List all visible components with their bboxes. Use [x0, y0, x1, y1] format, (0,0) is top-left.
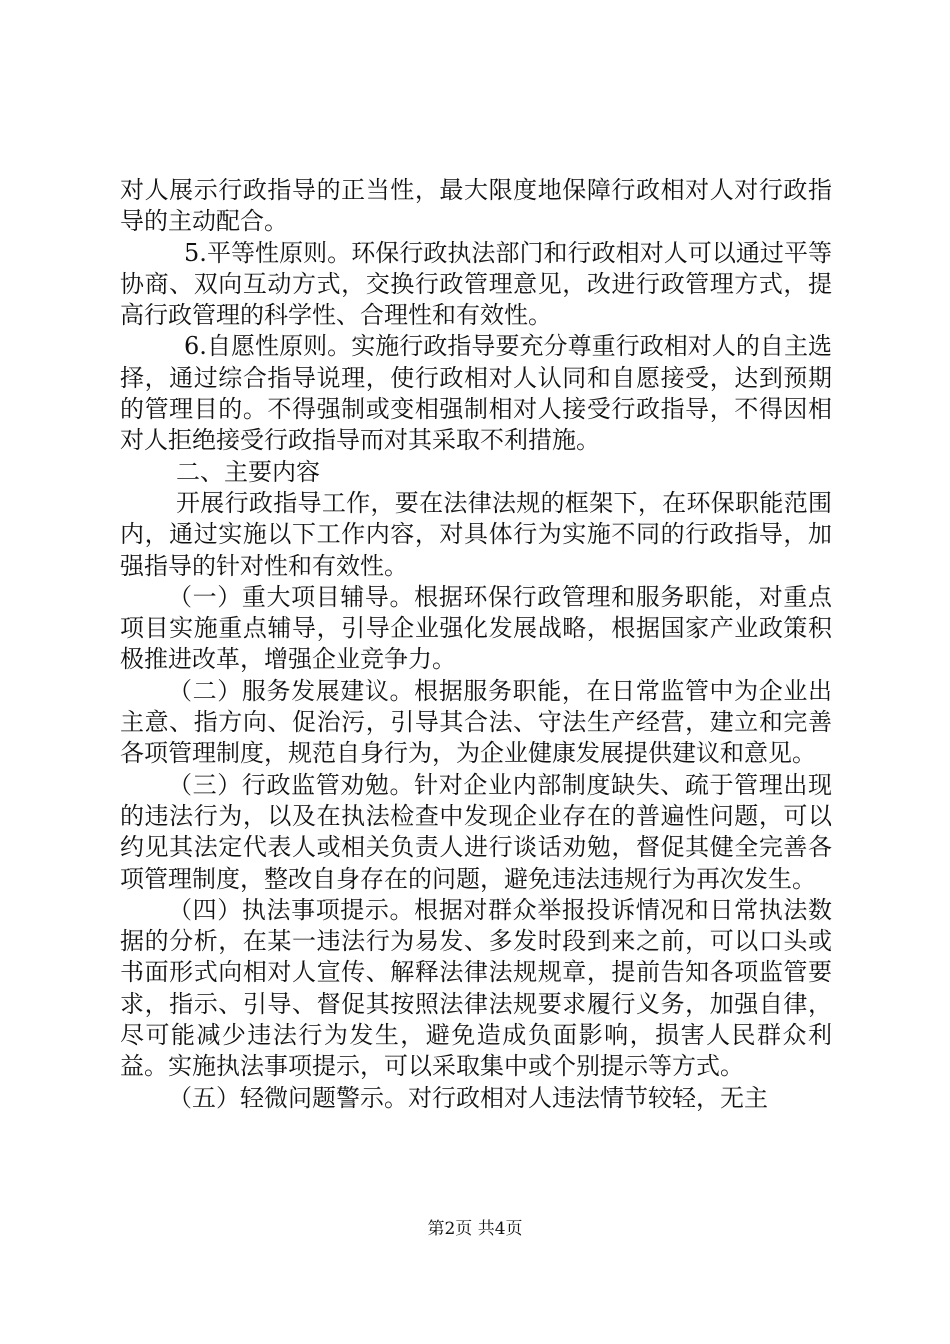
paragraph-main-content-intro: 开展行政指导工作，要在法律法规的框架下，在环保职能范围内，通过实施以下工作内容，对具体行为实施不同的行政指导，加强指导的针对性和有效性。 — [120, 488, 832, 580]
paragraph-equality-principle: 5.平等性原则。环保行政执法部门和行政相对人可以通过平等协商、双向互动方式，交换行政管理意见，改进行政管理方式，提高行政管理的科学性、合理性和有效性。 — [120, 238, 832, 330]
paragraph-item-2: （二）服务发展建议。根据服务职能，在日常监管中为企业出主意、指方向、促治污，引导其合法、守法生产经营，建立和完善各项管理制度，规范自身行为，为企业健康发展提供建议和意见。 — [120, 676, 832, 768]
paragraph-item-3: （三）行政监管劝勉。针对企业内部制度缺失、疏于管理出现的违法行为，以及在执法检查中发现企业存在的普遍性问题，可以约见其法定代表人或相关负责人进行谈话劝勉，督促其健全完善各项管理制度，整改自身存在的问题，避免违法违规行为再次发生。 — [120, 770, 832, 893]
paragraph-item-5: （五）轻微问题警示。对行政相对人违法情节较轻，无主 — [168, 1083, 768, 1112]
paragraph-continuation: 对人展示行政指导的正当性，最大限度地保障行政相对人对行政指导的主动配合。 — [120, 176, 832, 236]
paragraph-item-4: （四）执法事项提示。根据对群众举报投诉情况和日常执法数据的分析，在某一违法行为易发、多发时段到来之前，可以口头或书面形式向相对人宣传、解释法律法规规章，提前告知各项监管要求，指示、引导、督促其按照法律法规要求履行义务，加强自律，尽可能减少违法行为发生，避免造成负面影响，损害人民群众利益。实施执法事项提示，可以采取集中或个别提示等方式。 — [120, 895, 832, 1081]
page-number-footer: 第2页 共4页 — [427, 1219, 523, 1239]
section-heading-main-content: 二、主要内容 — [176, 457, 320, 486]
document-body — [120, 175, 832, 1114]
paragraph-item-1: （一）重大项目辅导。根据环保行政管理和服务职能，对重点项目实施重点辅导，引导企业强化发展战略，根据国家产业政策积极推进改革，增强企业竞争力。 — [120, 582, 832, 674]
paragraph-voluntary-principle: 6.自愿性原则。实施行政指导要充分尊重行政相对人的自主选择，通过综合指导说理，使行政相对人认同和自愿接受，达到预期的管理目的。不得强制或变相强制相对人接受行政指导，不得因相对人拒绝接受行政指导而对其采取不利措施。 — [120, 332, 832, 455]
